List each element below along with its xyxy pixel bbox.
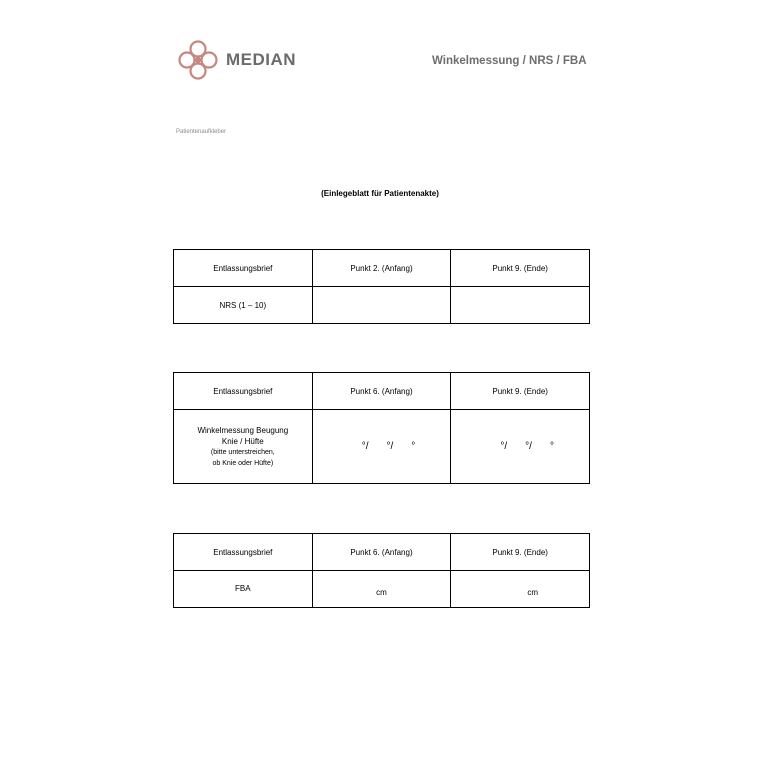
cm-unit: cm	[527, 588, 538, 597]
header-cell: Punkt 6. (Anfang)	[312, 534, 451, 571]
fba-end-input[interactable]	[451, 571, 590, 608]
insert-note: (Einlegeblatt für Patientenakte)	[321, 189, 439, 198]
degree-unit: °/	[361, 441, 369, 452]
nrs-end-input[interactable]	[451, 287, 590, 324]
header-cell: Punkt 9. (Ende)	[451, 534, 590, 571]
header-cell: Punkt 2. (Anfang)	[312, 250, 451, 287]
table-header-row	[174, 534, 590, 571]
header-cell: Punkt 9. (Ende)	[451, 250, 590, 287]
angle-table	[173, 372, 590, 484]
document-title: Winkelmessung / NRS / FBA	[432, 55, 587, 67]
nrs-start-input[interactable]	[312, 287, 451, 324]
degree-unit: °/	[500, 441, 508, 452]
angle-start-input[interactable]	[312, 410, 451, 484]
row-label-line: Winkelmessung Beugung	[197, 425, 289, 435]
fba-start-input[interactable]	[312, 571, 451, 608]
nrs-table	[173, 249, 590, 324]
row-label-hint: ob Knie oder Hüfte)	[212, 459, 274, 467]
degree-unit: °	[549, 441, 554, 452]
header-cell: Entlassungsbrief	[174, 373, 313, 410]
table-header-row	[174, 250, 590, 287]
logo-text: MEDIAN	[226, 50, 297, 69]
degree-unit: °/	[386, 441, 394, 452]
table-row	[174, 287, 590, 324]
row-label-line: Knie / Hüfte	[221, 436, 264, 446]
cm-unit: cm	[376, 588, 387, 597]
table-row	[174, 410, 590, 484]
header-cell: Punkt 9. (Ende)	[451, 373, 590, 410]
row-label	[174, 410, 313, 484]
patient-sticker-label: Patientenaufkleber	[176, 129, 227, 135]
table-row	[174, 571, 590, 608]
angle-end-input[interactable]	[451, 410, 590, 484]
degree-unit: °	[411, 441, 416, 452]
header-cell: Punkt 6. (Anfang)	[312, 373, 451, 410]
row-label-hint: (bitte unterstreichen,	[210, 448, 275, 456]
fba-table	[173, 533, 590, 608]
table-header-row	[174, 373, 590, 410]
header-cell: Entlassungsbrief	[174, 534, 313, 571]
median-logo	[176, 38, 296, 82]
row-label: NRS (1 – 10)	[174, 287, 313, 324]
header-cell: Entlassungsbrief	[174, 250, 313, 287]
row-label: FBA	[174, 571, 313, 608]
median-logo-icon	[176, 38, 220, 82]
degree-unit: °/	[525, 441, 532, 452]
